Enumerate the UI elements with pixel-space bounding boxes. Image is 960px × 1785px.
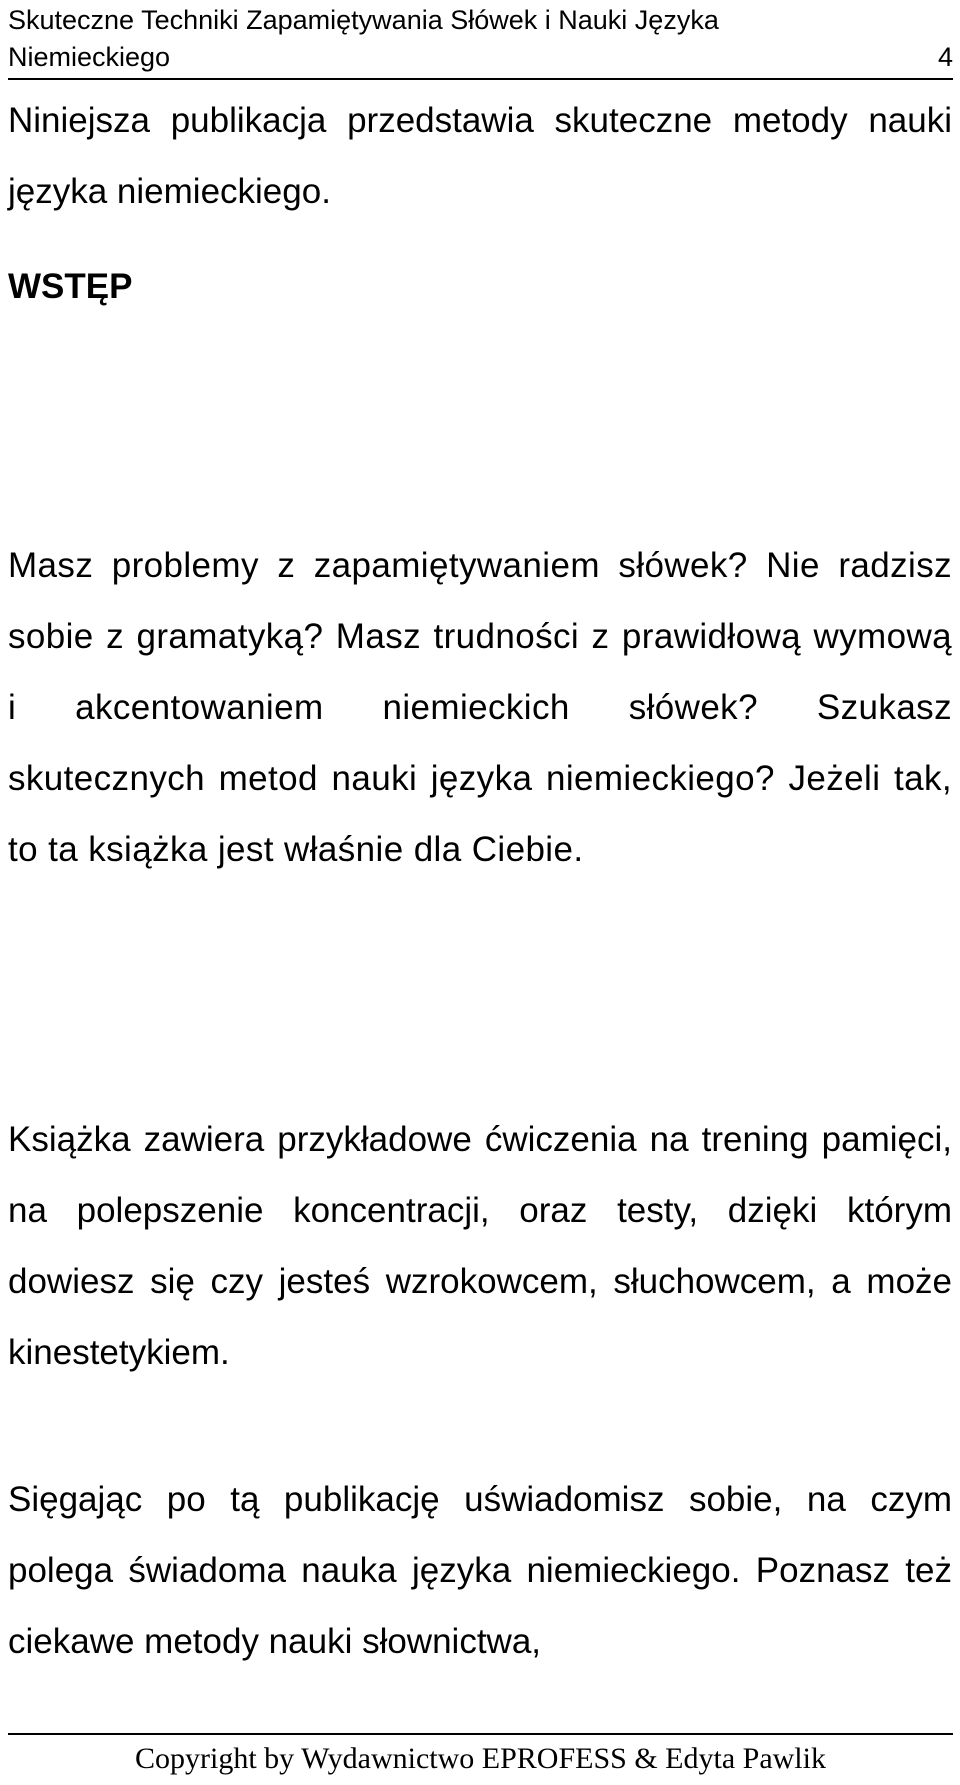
paragraph-questions: Masz problemy z zapamiętywaniem słówek? Nie radzisz sobie z gramatyką? Masz trudności z prawidłową wymową i akcentowaniem niemieckich słówek? Szukasz skutecznych metod nauki języka niemieckiego? Jeżeli tak, to ta książka jest właśnie dla Ciebie. xyxy=(8,546,952,869)
page-footer: Copyright by Wydawnictwo EPROFESS & Edyta Pawlik xyxy=(8,1733,953,1785)
header-title-line2: Niemieckiego xyxy=(8,42,171,72)
paragraph-contents: Książka zawiera przykładowe ćwiczenia na trening pamięci, na polepszenie koncentracji, oraz testy, dzięki którym dowiesz się czy jesteś wzrokowcem, słuchowcem, a może kinestetykiem. xyxy=(8,1120,952,1372)
section-heading: WSTĘP xyxy=(8,267,133,306)
paragraph-benefits: Sięgając po tą publikację uświadomisz sobie, na czym polega świadoma nauka języka niemieckiego. Poznasz też ciekawe metody nauki słownictwa, xyxy=(8,1480,952,1661)
paragraph-intro: Niniejsza publikacja przedstawia skuteczne metody nauki języka niemieckiego. xyxy=(8,101,952,211)
page-header xyxy=(8,0,953,80)
page-number: 4 xyxy=(937,42,953,72)
header-title-line1: Skuteczne Techniki Zapamiętywania Słówek i Nauki Języka xyxy=(8,5,719,35)
